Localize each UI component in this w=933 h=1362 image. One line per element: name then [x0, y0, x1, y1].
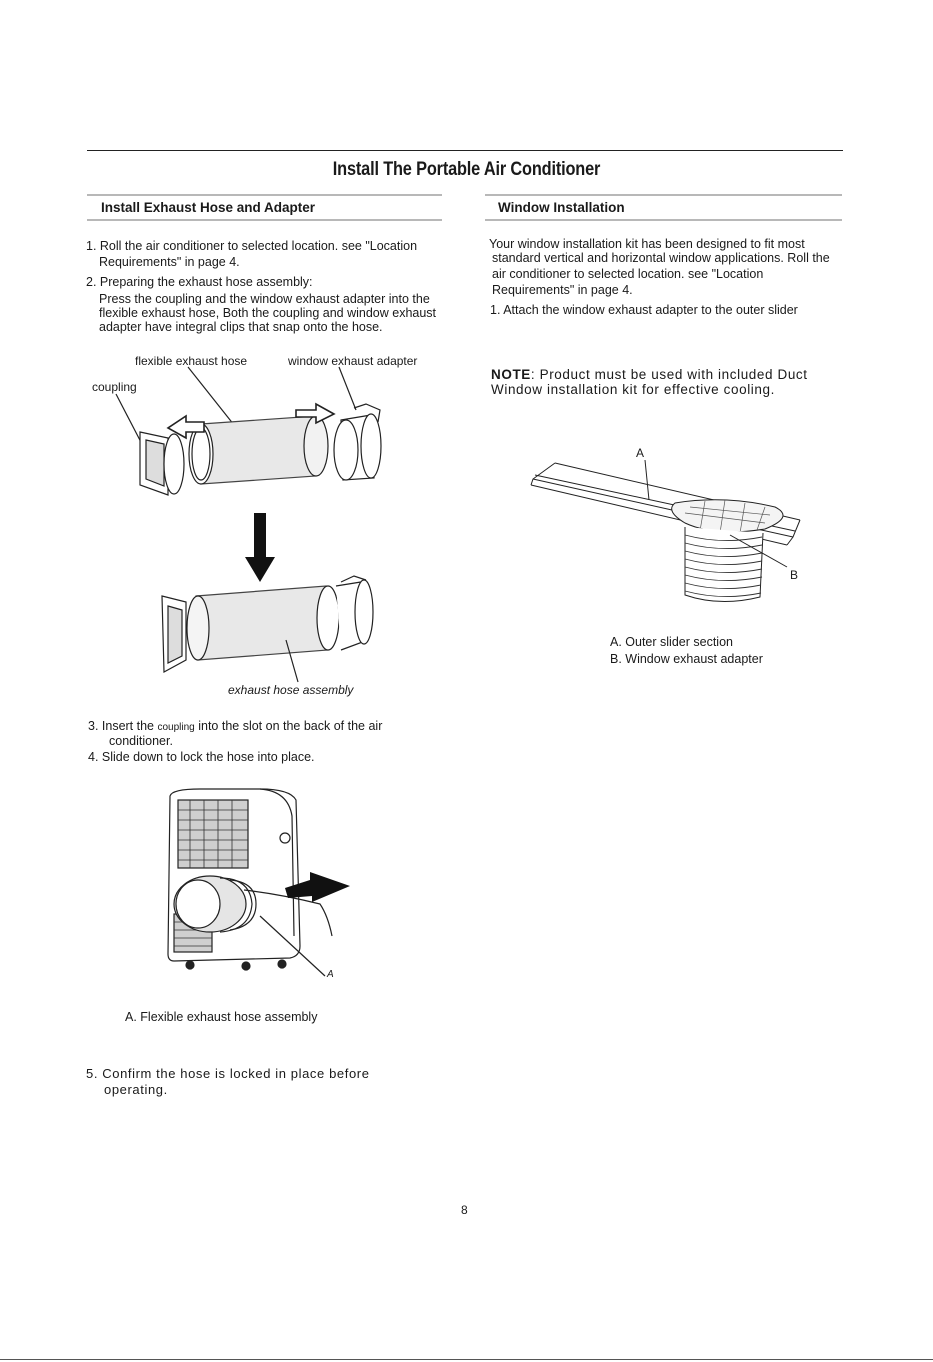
intro-line-1: Your window installation kit has been designed to fit most	[489, 237, 805, 251]
step-3-prefix: 3. Insert the	[88, 719, 158, 733]
note-label: NOTE	[491, 367, 531, 382]
legend-b-window-adapter: B. Window exhaust adapter	[610, 652, 763, 666]
top-rule	[87, 150, 843, 151]
step-3-suffix: into the slot on the back of the air	[194, 719, 383, 733]
section-rule-right-top	[485, 194, 842, 196]
step-2-line-4: adapter have integral clips that snap onto the hose.	[99, 320, 383, 334]
label-a-right: A	[636, 446, 645, 460]
page-number: 8	[461, 1203, 468, 1217]
legend-a-outer-slider: A. Outer slider section	[610, 635, 733, 649]
label-window-exhaust-adapter: window exhaust adapter	[288, 354, 418, 368]
step-1-line-2: Requirements" in page 4.	[99, 255, 240, 269]
step-2-line-3: flexible exhaust hose, Both the coupling and window exhaust	[99, 306, 437, 320]
caption-flexible-exhaust-hose-assembly: A. Flexible exhaust hose assembly	[125, 1010, 318, 1024]
step-4: 4. Slide down to lock the hose into place.	[88, 750, 315, 764]
hose-assembly-illustration	[86, 360, 446, 700]
note-line-2: Window installation kit for effective cooling.	[491, 382, 775, 397]
label-exhaust-hose-assembly: exhaust hose assembly	[228, 683, 354, 697]
step-5-line-1: 5. Confirm the hose is locked in place before	[86, 1066, 370, 1081]
section-rule-right-bottom	[485, 219, 842, 221]
intro-line-4: Requirements" in page 4.	[492, 283, 633, 297]
intro-line-3: air conditioner to selected location. see "Location	[492, 267, 764, 281]
label-flexible-exhaust-hose: flexible exhaust hose	[135, 354, 248, 368]
step-1-line-1: 1. Roll the air conditioner to selected location. see "Location	[86, 239, 418, 253]
section-rule-left-bottom	[87, 219, 442, 221]
section-heading-exhaust-hose: Install Exhaust Hose and Adapter	[101, 200, 316, 215]
step-5-line-2: operating.	[104, 1082, 168, 1097]
intro-line-2: standard vertical and horizontal window applications. Roll the	[492, 251, 830, 265]
label-b-right: B	[790, 568, 799, 582]
air-conditioner-illustration	[160, 786, 360, 986]
page-title: Install The Portable Air Conditioner	[332, 159, 601, 180]
window-slider-illustration	[525, 455, 810, 615]
step-3-coupling-word: coupling	[157, 722, 195, 733]
label-a-left: A	[327, 969, 334, 980]
window-step-1: 1. Attach the window exhaust adapter to the outer slider	[490, 303, 798, 317]
note-text: : Product must be used with included Duct	[530, 367, 808, 382]
step-2-line-1: 2. Preparing the exhaust hose assembly:	[86, 275, 313, 289]
label-coupling: coupling	[92, 380, 137, 394]
step-2-line-2: Press the coupling and the window exhaust adapter into the	[99, 292, 430, 306]
section-heading-window-installation: Window Installation	[498, 200, 625, 215]
bottom-rule	[0, 1359, 933, 1360]
section-rule-left-top	[87, 194, 442, 196]
note-line-1	[491, 367, 808, 383]
step-3-line-2: conditioner.	[109, 734, 173, 748]
